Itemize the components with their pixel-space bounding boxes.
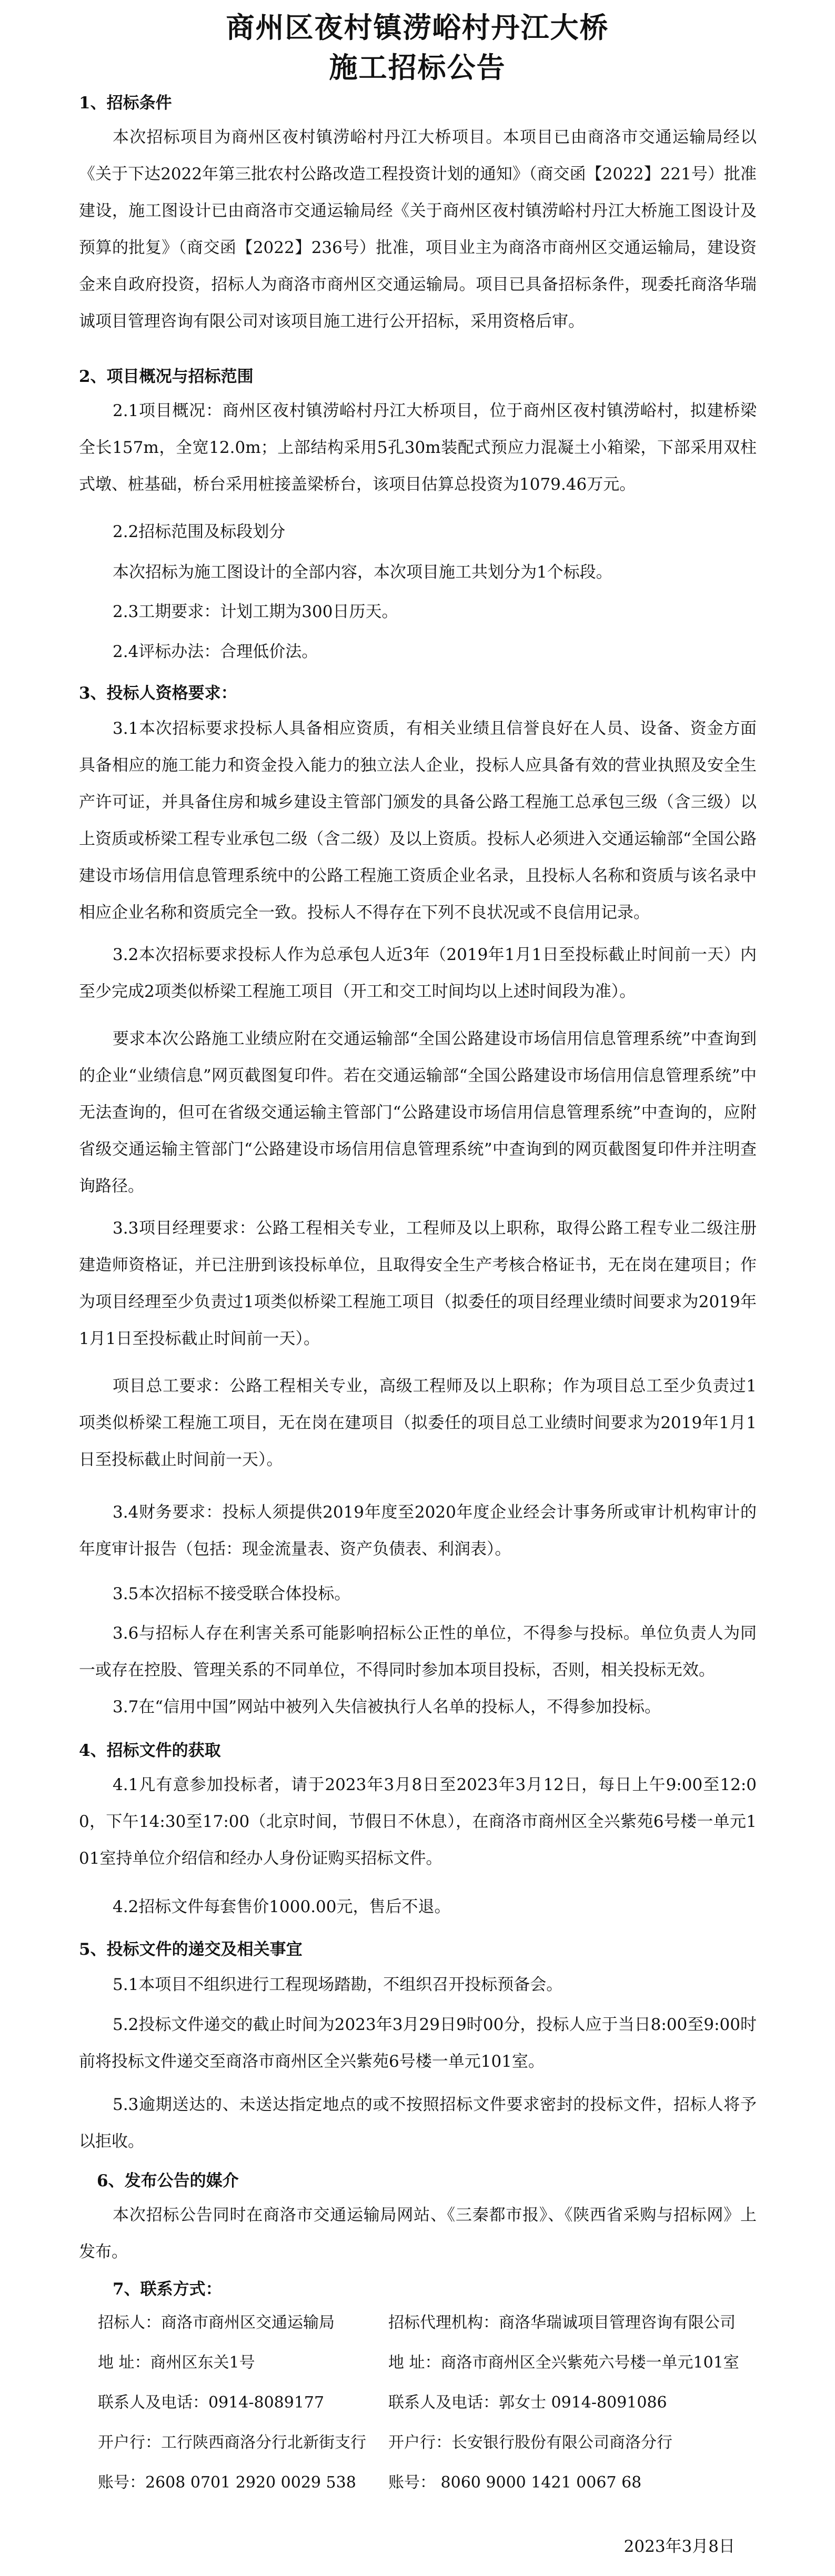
contact-agency: 招标代理机构：商洛华瑞诚项目管理咨询有限公司 — [388, 2314, 736, 2332]
paragraph-3-6: 3.4财务要求：投标人须提供2019年度至2020年度企业经会计事务所或审计机构审计的年度审计报告（包括：现金流量表、资产负债表、利润表）。 — [79, 1503, 757, 1559]
contact-tenderer-account: 账号：2608 0701 2920 0029 538 — [98, 2473, 356, 2492]
paragraph-5-2: 5.2投标文件递交的截止时间为2023年3月29日9时00分，投标人应于当日8:00至9:00时前将投标文件递交至商洛市商州区全兴紫苑6号楼一单元101室。 — [79, 2015, 757, 2071]
announcement-date: 2023年3月8日 — [623, 2537, 735, 2556]
section-heading-1: 1、招标条件 — [79, 94, 172, 113]
section-heading-7: 7、联系方式： — [113, 2280, 222, 2299]
paragraph-5-1: 5.1本项目不组织进行工程现场踏勘，不组织召开投标预备会。 — [113, 1975, 563, 1994]
paragraph-2-1: 2.1项目概况：商州区夜村镇涝峪村丹江大桥项目，位于商州区夜村镇涝峪村，拟建桥梁全长157m，全宽12.0m；上部结构采用5孔30m装配式预应力混凝土小箱梁，下部采用双柱式墩、桩基础，桥台采用桩接盖梁桥台，该项目估算总投资为1079.46万元。 — [79, 401, 757, 494]
paragraph-4-2: 4.2招标文件每套售价1000.00元，售后不退。 — [113, 1897, 451, 1916]
contact-tenderer: 招标人：商洛市商州区交通运输局 — [98, 2314, 335, 2332]
section-heading-6: 6、发布公告的媒介 — [97, 2171, 239, 2190]
paragraph-3-1: 3.1本次招标要求投标人具备相应资质，有相关业绩且信誉良好在人员、设备、资金方面具备相应的施工能力和资金投入能力的独立法人企业，投标人应具备有效的营业执照及安全生产许可证，并具备住房和城乡建设主管部门颁发的具备公路工程施工总承包三级（含三级）以上资质或桥梁工程专业承包二级（含二级）及以上资质。投标人必须进入交通运输部“全国公路建设市场信用信息管理系统中的公路工程施工资质企业名录，且投标人名称和资质与该名录中相应企业名称和资质完全一致。投标人不得存在下列不良状况或不良信用记录。 — [79, 719, 757, 922]
contact-tenderer-phone: 联系人及电话：0914-8089177 — [98, 2393, 325, 2412]
paragraph-3-9: 3.7在“信用中国”网站中被列入失信被执行人名单的投标人，不得参加投标。 — [113, 1698, 661, 1716]
contact-agency-bank: 开户行：长安银行股份有限公司商洛分行 — [388, 2433, 672, 2452]
paragraph-5-3: 5.3逾期送达的、未送达指定地点的或不按照招标文件要求密封的投标文件，招标人将予以拒收。 — [79, 2095, 757, 2151]
paragraph-2-3: 本次招标为施工图设计的全部内容，本次项目施工共划分为1个标段。 — [113, 563, 612, 582]
paragraph-3-8: 3.6与招标人存在利害关系可能影响招标公正性的单位，不得参与投标。单位负责人为同一或存在控股、管理关系的不同单位，不得同时参加本项目投标，否则，相关投标无效。 — [79, 1624, 757, 1680]
paragraph-1-1: 本次招标项目为商州区夜村镇涝峪村丹江大桥项目。本项目已由商洛市交通运输局经以《关于下达2022年第三批农村公路改造工程投资计划的通知》（商交函【2022】221号）批准建设，施工图设计已由商洛市交通运输局经《关于商州区夜村镇涝峪村丹江大桥施工图设计及预算的批复》（商交函【2022】236号）批准，项目业主为商洛市商州区交通运输局，建设资金来自政府投资，招标人为商洛市商州区交通运输局。项目已具备招标条件，现委托商洛华瑞诚项目管理咨询有限公司对该项目施工进行公开招标，采用资格后审。 — [79, 128, 757, 331]
paragraph-2-2: 2.2招标范围及标段划分 — [113, 522, 286, 541]
section-heading-2: 2、项目概况与招标范围 — [79, 367, 254, 386]
paragraph-3-5: 项目总工要求：公路工程相关专业，高级工程师及以上职称；作为项目总工至少负责过1项类似桥梁工程施工项目，无在岗在建项目（拟委任的项目总工业绩时间要求为2019年1月1日至投标截止时间前一天）。 — [79, 1377, 757, 1469]
paragraph-3-7: 3.5本次招标不接受联合体投标。 — [113, 1584, 351, 1603]
paragraph-3-4: 3.3项目经理要求：公路工程相关专业，工程师及以上职称，取得公路工程专业二级注册建造师资格证，并已注册到该投标单位，且取得安全生产考核合格证书，无在岗在建项目；作为项目经理至少负责过1项类似桥梁工程施工项目（拟委任的项目经理业绩时间要求为2019年1月1日至投标截止时间前一天）。 — [79, 1219, 757, 1348]
contact-tenderer-bank: 开户行：工行陕西商洛分行北新街支行 — [98, 2433, 366, 2452]
section-heading-3: 3、投标人资格要求： — [79, 684, 237, 703]
contact-agency-account: 账号： 8060 9000 1421 0067 68 — [388, 2473, 642, 2492]
page-title: 商州区夜村镇涝峪村丹江大桥 — [226, 11, 609, 44]
paragraph-4-1: 4.1凡有意参加投标者，请于2023年3月8日至2023年3月12日，每日上午9:00至12:00，下午14:30至17:00（北京时间，节假日不休息），在商洛市商州区全兴紫苑6号楼一单元101室持单位介绍信和经办人身份证购买招标文件。 — [79, 1775, 757, 1868]
paragraph-3-3: 要求本次公路施工业绩应附在交通运输部“全国公路建设市场信用信息管理系统”中查询到的企业“业绩信息”网页截图复印件。若在交通运输部“全国公路建设市场信用信息管理系统”中无法查询的，但可在省级交通运输主管部门“公路建设市场信用信息管理系统”中查询的，应附省级交通运输主管部门“公路建设市场信用信息管理系统”中查询到的网页截图复印件并注明查询路径。 — [79, 1029, 757, 1196]
contact-tenderer-address: 地 址：商州区东关1号 — [98, 2353, 255, 2372]
paragraph-6-1: 本次招标公告同时在商洛市交通运输局网站、《三秦都市报》、《陕西省采购与招标网》上发布。 — [79, 2206, 757, 2261]
paragraph-2-4: 2.3工期要求：计划工期为300日历天。 — [113, 602, 398, 621]
page-subtitle: 施工招标公告 — [329, 50, 506, 84]
paragraph-2-5: 2.4评标办法：合理低价法。 — [113, 642, 318, 661]
paragraph-3-2: 3.2本次招标要求投标人作为总承包人近3年（2019年1月1日至投标截止时间前一天）内至少完成2项类似桥梁工程施工项目（开工和交工时间均以上述时间段为准）。 — [79, 945, 757, 1001]
contact-agency-phone: 联系人及电话：郭女士 0914-8091086 — [388, 2393, 667, 2412]
section-heading-4: 4、招标文件的获取 — [79, 1741, 221, 1760]
section-heading-5: 5、投标文件的递交及相关事宜 — [79, 1940, 303, 1959]
contact-agency-address: 地 址：商洛市商州区全兴紫苑六号楼一单元101室 — [388, 2353, 739, 2372]
